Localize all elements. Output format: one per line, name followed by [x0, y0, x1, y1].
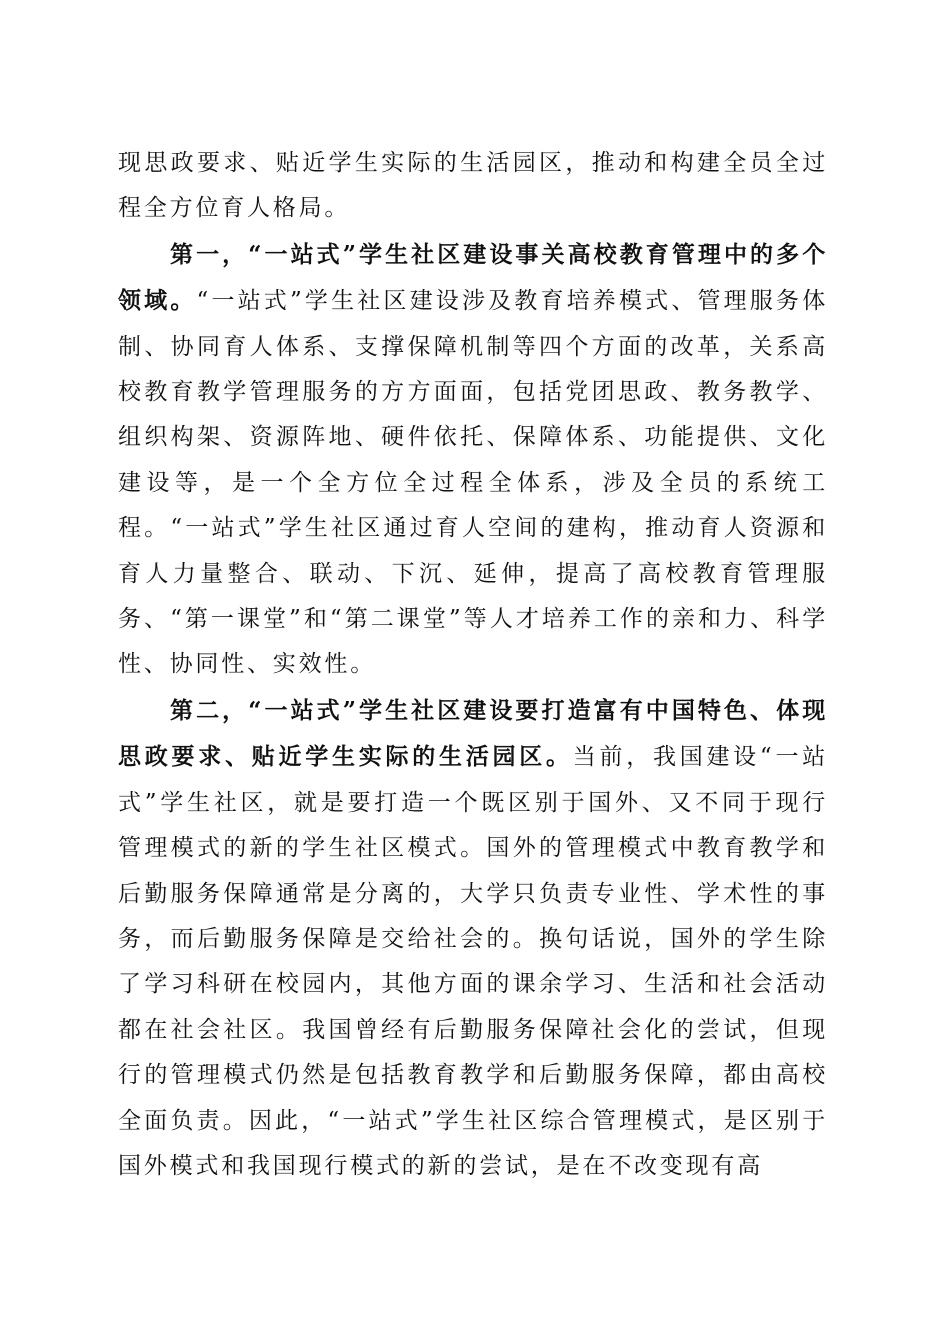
- paragraph-text: “一站式”学生社区建设涉及教育培养模式、管理服务体制、协同育人体系、支撑保障机制等四个方面的改革，关系高校教育教学管理服务的方方面面，包括党团思政、教务教学、组织构架、资源阵地、硬件依托、保障体系、功能提供、文化建设等，是一个全方位全过程全体系，涉及全员的系统工程。“一站式”学生社区通过育人空间的建构，推动育人资源和育人力量整合、联动、下沉、延伸，提高了高校教育管理服务、“第一课堂”和“第二课堂”等人才培养工作的亲和力、科学性、协同性、实效性。: [118, 288, 828, 678]
- paragraph-first: [118, 232, 828, 688]
- paragraph-text: 当前，我国建设“一站式”学生社区，就是要打造一个既区别于国外、又不同于现行管理模式的新的学生社区模式。国外的管理模式中教育教学和后勤服务保障通常是分离的，大学只负责专业性、学术性的事务，而后勤服务保障是交给社会的。换句话说，国外的学生除了学习科研在校园内，其他方面的课余学习、生活和社会活动都在社会社区。我国曾经有后勤服务保障社会化的尝试，但现行的管理模式仍然是包括教育教学和后勤服务保障，都由高校全面负责。因此，“一站式”学生社区综合管理模式，是区别于国外模式和我国现行模式的新的尝试，是在不改变现有高: [118, 744, 828, 1179]
- paragraph-lead: 第二，“一站式”学生社区建设要打造富有中国特色、体现思政要求、贴近学生实际的生活园区。: [118, 696, 828, 771]
- paragraph-text: 现思政要求、贴近学生实际的生活园区，推动和构建全员全过程全方位育人格局。: [118, 150, 828, 222]
- document-body: [118, 140, 828, 1189]
- paragraph-continuation: [118, 140, 828, 232]
- paragraph-lead: 第一，“一站式”学生社区建设事关高校教育管理中的多个领域。: [118, 240, 828, 315]
- paragraph-second: [118, 688, 828, 1189]
